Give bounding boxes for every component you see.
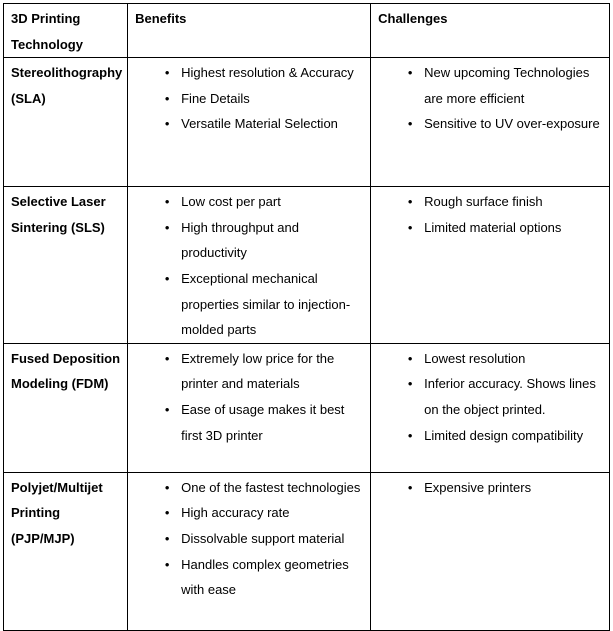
benefits-list [135,189,364,343]
list-item [135,111,364,137]
bullet-icon: • [164,194,170,210]
bullet-icon: • [164,270,170,286]
list-item [135,500,364,526]
benefits-cell [128,58,371,187]
technology-cell: Fused Deposition Modeling (FDM) [4,343,128,472]
benefit-text: Highest resolution & Accuracy [181,65,354,81]
bullet-icon: • [164,556,170,572]
list-item [135,475,364,501]
challenges-list [378,189,603,240]
bullet-icon: • [164,65,170,81]
benefits-list [135,475,364,603]
challenge-text: New upcoming Technologies are more efficient [424,65,590,106]
challenge-text: Limited material options [424,219,562,235]
bullet-icon: • [164,116,170,132]
benefits-list [135,346,364,448]
benefit-text: Low cost per part [181,194,281,210]
table-row [4,472,610,630]
challenges-list [378,346,603,448]
list-item [135,526,364,552]
benefit-text: Versatile Material Selection [181,116,338,132]
challenge-text: Limited design compatibility [424,427,584,443]
benefit-text: One of the fastest technologies [181,479,361,495]
benefit-text: High accuracy rate [181,505,290,521]
table-row [4,343,610,472]
challenges-cell [371,187,610,344]
list-item [378,371,603,422]
list-item [378,346,603,372]
list-item [378,215,603,241]
technology-cell: Selective Laser Sintering (SLS) [4,187,128,344]
challenges-cell [371,58,610,187]
bullet-icon: • [407,219,413,235]
benefits-list [135,60,364,137]
technology-cell: Polyjet/Multijet Printing (PJP/MJP) [4,472,128,630]
list-item [135,552,364,603]
challenge-text: Sensitive to UV over-exposure [424,116,600,132]
list-item [135,346,364,397]
bullet-icon: • [164,505,170,521]
bullet-icon: • [407,376,413,392]
bullet-icon: • [407,194,413,210]
challenge-text: Rough surface finish [424,194,543,210]
benefits-cell [128,472,371,630]
challenge-text: Lowest resolution [424,350,526,366]
list-item [378,60,603,111]
challenge-text: Expensive printers [424,479,532,495]
list-item [135,60,364,86]
bullet-icon: • [407,479,413,495]
list-item [135,266,364,343]
benefit-text: Exceptional mechanical properties similar to injection-molded parts [181,270,351,338]
challenges-cell [371,472,610,630]
benefit-text: Ease of usage makes it best first 3D printer [181,401,345,443]
challenges-list [378,60,603,137]
challenges-list [378,475,603,501]
bullet-icon: • [164,219,170,235]
list-item [378,423,603,449]
bullet-icon: • [164,90,170,106]
header-benefits: Benefits [128,4,371,58]
table-row [4,58,610,187]
header-challenges: Challenges [371,4,610,58]
benefit-text: Extremely low price for the printer and materials [181,350,335,392]
list-item [378,189,603,215]
benefit-text: High throughput and productivity [181,219,299,261]
benefits-cell [128,187,371,344]
list-item [378,475,603,501]
benefit-text: Dissolvable support material [181,530,345,546]
benefit-text: Fine Details [181,90,250,106]
challenge-text: Inferior accuracy. Shows lines on the object printed. [424,376,596,417]
benefit-text: Handles complex geometries with ease [181,556,349,598]
header-row [4,4,610,58]
list-item [378,111,603,137]
bullet-icon: • [407,65,413,81]
bullet-icon: • [164,350,170,366]
benefits-cell [128,343,371,472]
list-item [135,397,364,448]
bullet-icon: • [407,350,413,366]
bullet-icon: • [164,401,170,417]
list-item [135,215,364,266]
table-row [4,187,610,344]
bullet-icon: • [164,530,170,546]
technology-cell: Stereolithography (SLA) [4,58,128,187]
list-item [135,86,364,112]
bullet-icon: • [407,427,413,443]
bullet-icon: • [407,116,413,132]
list-item [135,189,364,215]
challenges-cell [371,343,610,472]
bullet-icon: • [164,479,170,495]
comparison-table [3,3,610,631]
header-technology: 3D Printing Technology [4,4,128,58]
